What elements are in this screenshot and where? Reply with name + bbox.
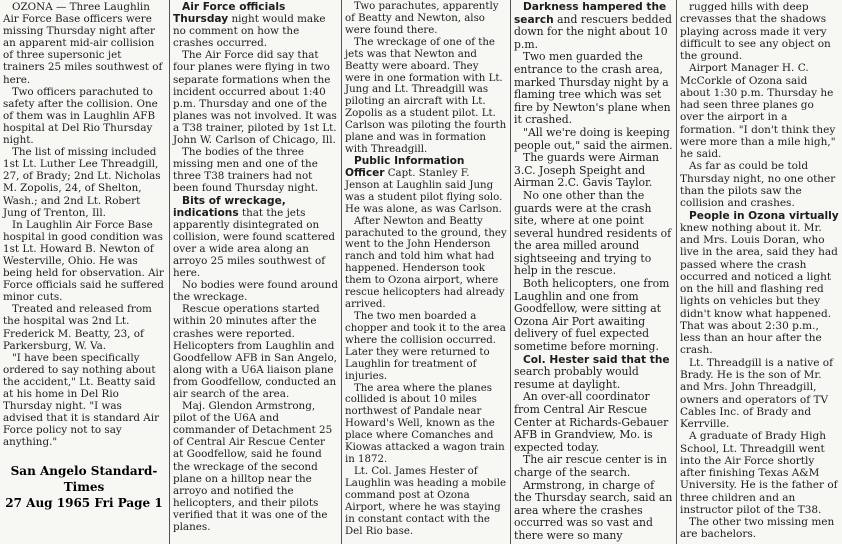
paragraph-text: and rescuers bedded down for the night about 10 p.m. [514,12,672,51]
article-column-4 [511,0,676,544]
article-paragraph [680,1,839,62]
article-paragraph [514,391,673,454]
article-paragraph [345,383,507,466]
paragraph-text: The list of missing included 1st Lt. Luther Lee Threadgill, 27, of Brady; 2nd Lt. Nicholas M. Zopolis, 24, of Shelton, Wash.; and 2nd Lt. Robert Jung of Trenton, Ill. [3,146,161,219]
paragraph-text: After Newton and Beatty parachuted to the ground, they went to the John Henderson ranch and told him what had happened. Henderson took them to Ozona airport, where rescue helicopters had already arrived. [345,215,507,311]
caption-date-page: 27 Aug 1965 Fri Page 1 [5,496,163,510]
article-paragraph [173,195,338,280]
article-paragraph [173,1,338,49]
paragraph-text: "All we're doing is keeping people out," said the airmen. [514,125,673,152]
article-paragraph [345,311,507,383]
subhead-lead: Col. Hester said that the [523,353,670,366]
paragraph-text: that the jets apparently disintegrated on collision, were found scattered over a wide area along an arroyo 25 miles southwest of here. [173,206,336,280]
article-paragraph [514,354,673,392]
article-paragraph [173,400,338,533]
article-paragraph [514,127,673,152]
paragraph-text: The area where the planes collided is about 10 miles northwest of Pandale near Howard's Well, known as the place where Comanches and Kiowas attacked a wagon train in 1872. [345,382,505,466]
article-paragraph [680,62,839,160]
article-paragraph [680,160,839,209]
article-paragraph [514,51,673,127]
paragraph-text: Treated and released from the hospital was 2nd Lt. Frederick M. Beatty, 23, of Parkersburg, W. Va. [3,303,152,352]
caption-publication: San Angelo Standard-Times [10,464,158,494]
paragraph-text: No one other than the guards were at the crash site, where at one point several hundred residents of the area milled around sightseeing and trying to help in the rescue. [514,188,672,278]
article-paragraph [514,278,673,354]
article-paragraph [3,303,165,351]
article-paragraph [3,146,165,219]
paragraph-text: The bodies of the three missing men and one of the three T38 trainers had not been found Thursday night. [173,146,319,195]
article-paragraph [514,480,673,543]
article-paragraph [345,156,507,216]
article-paragraph [173,279,338,303]
paragraph-text: Two parachutes, apparently of Beatty and Newton, also were found there. [345,1,499,36]
article-paragraph [345,466,507,538]
paragraph-text: The other two missing men are bachelors. [680,516,835,541]
article-column-3 [342,0,510,544]
subhead-lead: People in Ozona virtually [689,209,839,222]
paragraph-text: Armstrong, in charge of the Thursday search, said an area where the crashes occurred was so vast and there were so many [514,478,673,542]
article-paragraph [680,430,839,516]
paragraph-text: OZONA — Three Laughlin Air Force Base officers were missing Thursday night after an apparent mid-air collision of three supersonic jet trainers 25 miles southwest of here. [3,1,163,86]
article-paragraph [514,152,673,190]
paragraph-text: Airport Manager H. C. McCorkle of Ozona said about 1:30 p.m. Thursday he had seen three planes go over the airport in a formation. "I don't think they were more than a mile high," he said. [680,62,836,161]
article-paragraph [3,219,165,304]
paragraph-text: rugged hills with deep crevasses that the shadows playing across made it very difficult to see any object on the ground. [680,1,831,63]
paragraph-text: Lt. Col. James Hester of Laughlin was heading a mobile command post at Ozona Airport, where he was staying in constant contact with the Del Rio base. [345,465,506,537]
article-paragraph [514,1,673,51]
subhead-lead: Bits of wreckage, indications [173,194,286,219]
article-paragraph [3,86,165,146]
article-paragraph [680,210,839,357]
article-paragraph [173,49,338,146]
paragraph-text: In Laughlin Air Force Base hospital in good condition was 1st Lt. Howard B. Newton of Westerville, Ohio. He was being held for observation. Air Force officials said he suffered minor cuts. [3,218,164,304]
paragraph-text: Lt. Threadgill is a native of Brady. He is the son of Mr. and Mrs. John Threadgill, owners and operators of TV Cables Inc. of Brady and Kerrville. [680,356,833,431]
paragraph-text: Two men guarded the entrance to the crash area, marked Thursday night by a flaming tree which was set fire by Newton's plane when it crashed. [514,50,671,127]
paragraph-text: The Air Force did say that four planes were flying in two separate formations when the incident occurred about 1:40 p.m. Thursday and one of the planes was not involved. It was a T38 trainer, piloted by 1st Lt. John W. Carlson of Chicago, Ill. [173,49,337,147]
paragraph-text: Rescue operations started within 20 minutes after the crashes were reported. Helicopters from Laughlin and Goodfellow AFB in San Angelo, along with a U6A liaison plane from Goodfellow, conducted an air search of the area. [173,303,337,400]
paragraph-text: The two men boarded a chopper and took it to the area where the collision occurred. Later they were returned to Laughlin for treatment of injuries. [345,310,506,382]
paragraph-text: A graduate of Brady High School, Lt. Threadgill went into the Air Force shortly after finishing Texas A&M University. He is the father of three children and an instructor pilot of the T38. [680,430,838,516]
article-paragraph [345,1,507,37]
paragraph-text: The air rescue center is in charge of the search. [514,453,667,479]
paragraph-text: As far as could be told Thursday night, no one other than the pilots saw the collision and crashes. [680,160,836,210]
paragraph-text: The guards were Airman 3.C. Joseph Speight and Airman 2.C. Gavis Taylor. [514,151,659,190]
paragraph-text: Both helicopters, one from Laughlin and one from Goodfellow, were sitting at Ozona Air Port awaiting delivery of fuel expected sometime before morning. [514,277,670,354]
subhead-lead: Air Force officials Thursday [173,1,286,26]
paragraph-text: The wreckage of one of the jets was that Newton and Beatty were aboard. They were in one formation with Lt. Jung and Lt. Threadgill was piloting an aircraft with Lt. Zopolis as a student pilot. Lt. Carlson was piloting the fourth plane and was in formation with Threadgill. [345,36,507,156]
article-paragraph [345,216,507,311]
article-paragraph [680,357,839,431]
paragraph-text: knew nothing about it. Mr. and Mrs. Louis Doran, who live in the area, said they had passed where the crash occurred and noticed a light on the hill and flashing red lights on vehicles but they didn't know what happened. That was about 2:30 p.m., less than an hour after the crash. [680,221,838,357]
paragraph-text: search probably would resume at daylight. [514,365,639,391]
article-paragraph [514,454,673,479]
article-column-5 [677,0,842,544]
article-paragraph [345,37,507,156]
subhead-lead: Darkness hampered the search [514,1,667,26]
paragraph-text: Capt. Stanley F. Jenson at Laughlin said Jung was a student pilot flying solo. He was alone, as was Carlson. [345,167,503,215]
paragraph-text: Two officers parachuted to safety after the collision. One of them was in Laughlin AFB hospital at Del Rio Thursday night. [3,85,158,147]
article-paragraph [680,516,839,541]
article-column-1 [0,0,168,456]
paragraph-text: "I have been specifically ordered to say nothing about the accident," Lt. Beatty said at his home in Del Rio Thursday night. "I was advised that it is standard Air Force policy not to say anything." [3,351,160,449]
source-caption [0,463,168,511]
article-paragraph [173,303,338,400]
article-paragraph [514,190,673,278]
subhead-lead: Public Information Officer [345,154,465,179]
article-paragraph [3,1,165,86]
paragraph-text: An over-all coordinator from Central Air Rescue Center at Richards-Gebauer AFB in Grandview, Mo. is expected today. [514,390,669,454]
article-paragraph [173,146,338,194]
paragraph-text: No bodies were found around the wreckage. [173,279,338,304]
paragraph-text: night would make no comment on how the crashes occurred. [173,13,326,50]
paragraph-text: Maj. Glendon Armstrong, pilot of the U6A and commander of Detachment 25 of Central Air Rescue Center at Goodfellow, said he found the wreckage of the second plane on a hilltop near the arroyo and notified the helicopters, and their pilots verified that it was one of the planes. [173,400,333,534]
article-paragraph [3,352,165,449]
article-column-2 [170,0,341,544]
